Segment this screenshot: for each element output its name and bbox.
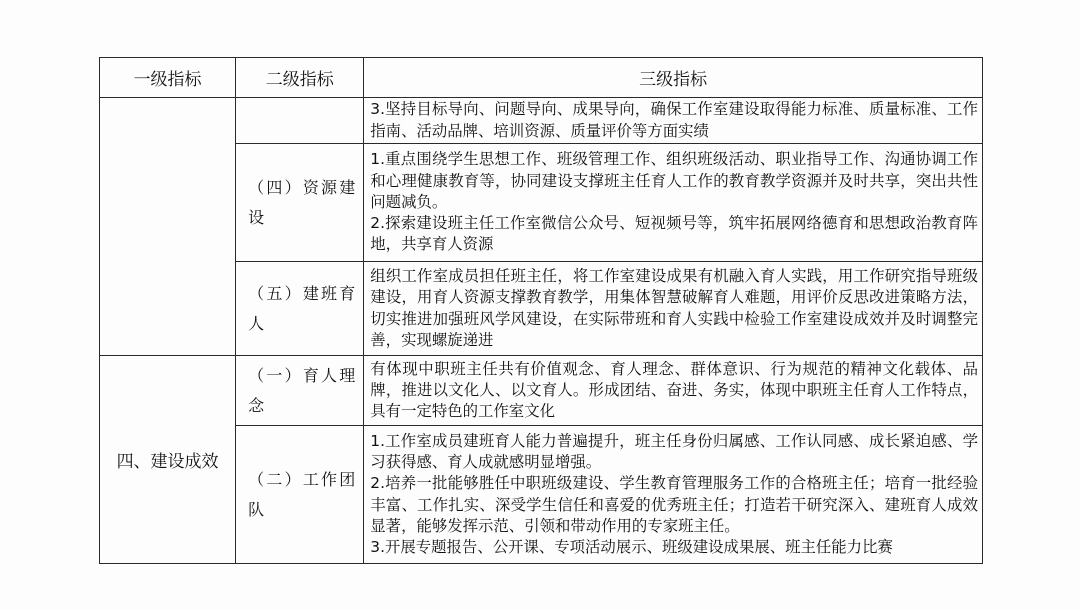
level2-cell: （四）资源建设 — [236, 144, 364, 262]
level3-item: 组织工作室成员担任班主任，将工作室建设成果有机融入育人实践，用工作研究指导班级建设，用育人资源支撑教育教学，用集体智慧破解育人难题，用评价反思改进策略方法，切实推进加强班风学风建设，在实际带班和育人实践中检验工作室建设成效并及时调整完善，实现螺旋递进 — [370, 267, 978, 349]
level2-cell: （五）建班育人 — [236, 262, 364, 356]
level2-cell: （一）育人理念 — [236, 356, 364, 426]
indicator-table — [99, 57, 983, 564]
level2-cell: （二）工作团队 — [236, 426, 364, 564]
level3-cell — [364, 144, 983, 262]
level3-item: 2.培养一批能够胜任中职班级建设、学生教育管理服务工作的合格班主任；培育一批经验丰富、工作扎实、深受学生信任和喜爱的优秀班主任；打造若干研究深入、建班育人成效显著，能够发挥示范、引领和带动作用的专家班主任。 — [370, 474, 978, 535]
level3-item: 1.工作室成员建班育人能力普遍提升，班主任身份归属感、工作认同感、成长紧迫感、学习获得感、育人成就感明显增强。 — [370, 431, 978, 472]
table-row — [100, 356, 983, 426]
level1-cell: 四、建设成效 — [100, 356, 236, 564]
header-level3: 三级指标 — [364, 58, 983, 98]
level3-cell — [364, 262, 983, 356]
level3-item: 1.重点围绕学生思想工作、班级管理工作、组织班级活动、职业指导工作、沟通协调工作和心理健康教育等，协同建设支撑班主任育人工作的教育教学资源并及时共享，突出共性问题减负。 — [370, 150, 978, 211]
level3-item: 3.坚持目标导向、问题导向、成果导向，确保工作室建设取得能力标准、质量标准、工作指南、活动品牌、培训资源、质量评价等方面实绩 — [370, 100, 978, 140]
table-row — [100, 98, 983, 144]
level3-item: 3.开展专题报告、公开课、专项活动展示、班级建设成果展、班主任能力比赛 — [370, 537, 893, 556]
header-level1: 一级指标 — [100, 58, 236, 98]
level3-cell — [364, 98, 983, 144]
level3-cell — [364, 356, 983, 426]
level3-cell — [364, 426, 983, 564]
level3-item: 2.探索建设班主任工作室微信公众号、短视频号等，筑牢拓展网络德育和思想政治教育阵地，共享育人资源 — [370, 214, 978, 254]
level1-cell-blank — [100, 98, 236, 356]
level2-cell-blank — [236, 98, 364, 144]
table-header-row — [100, 58, 983, 98]
header-level2: 二级指标 — [236, 58, 364, 98]
level3-item: 有体现中职班主任共有价值观念、育人理念、群体意识、行为规范的精神文化载体、品牌，推进以文化人、以文育人。形成团结、奋进、务实，体现中职班主任育人工作特点，具有一定特色的工作室文化 — [370, 359, 978, 421]
